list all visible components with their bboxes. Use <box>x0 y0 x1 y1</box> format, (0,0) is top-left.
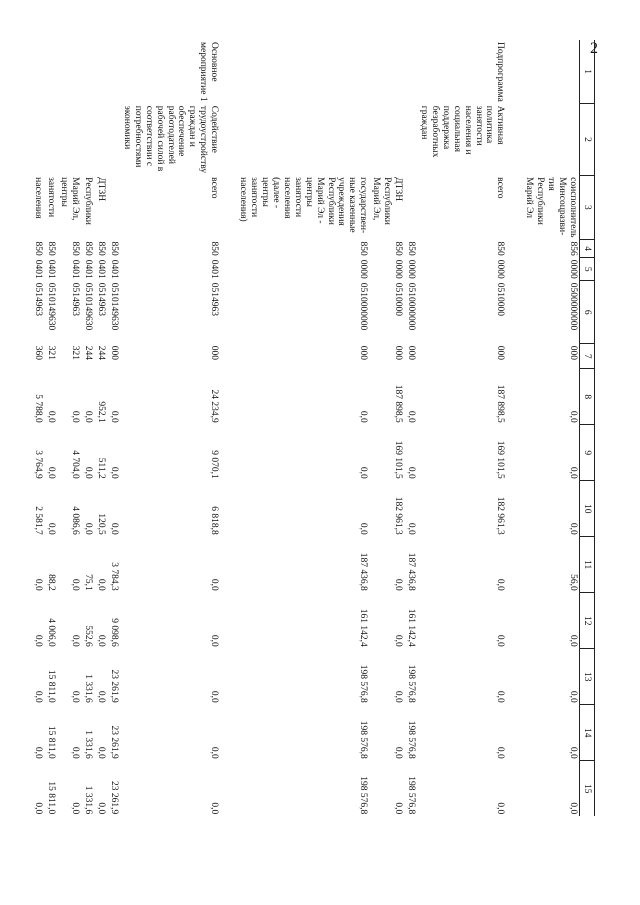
table-cell-1 <box>369 40 404 104</box>
table-cell-3: всего <box>209 177 220 199</box>
table-cell-13: 0,0 <box>393 690 404 703</box>
table-cell-12: 552,6 <box>83 625 94 647</box>
table-cell-2 <box>57 104 81 175</box>
table-cell-3: ДТЗН <box>96 177 107 202</box>
table-cell-15: 0,0 <box>568 802 578 815</box>
table-cell-12: 0,0 <box>393 634 404 647</box>
table-cell-11: 3 784,3 <box>108 562 119 591</box>
row-spacer <box>506 40 522 816</box>
table-cell-6: 0510000000 <box>406 282 417 331</box>
table-cell-3: Марий Эл, центры <box>59 177 81 221</box>
table-row <box>57 40 81 816</box>
table-cell-7: 244 <box>83 345 94 360</box>
table-cell-2 <box>81 104 94 175</box>
table-cell-14: 0,0 <box>70 746 81 759</box>
rotated-table-area <box>33 40 595 865</box>
table-cell-8: 0,0 <box>358 410 369 423</box>
table-cell-10: 0,0 <box>108 522 119 535</box>
table-cell-1 <box>57 40 81 104</box>
table-cell-13: 0,0 <box>495 690 506 703</box>
table-cell-7: 000 <box>108 345 119 360</box>
table-cell-3: Республики <box>83 177 94 225</box>
table-cell-13: 0,0 <box>33 690 44 703</box>
table-row <box>522 40 579 816</box>
table-cell-9: 511,2 <box>96 457 107 479</box>
table-cell-15: 0,0 <box>33 802 44 815</box>
table-cell-14: 0,0 <box>33 746 44 759</box>
table-cell-12: 0,0 <box>70 634 81 647</box>
table-cell-11: 0,0 <box>96 578 107 591</box>
table-cell-5: 0000 <box>406 259 417 279</box>
table-cell-13: 198 576,8 <box>358 664 369 703</box>
table-cell-6: 0510149630 <box>83 282 94 331</box>
table-cell-5: 0000 <box>495 259 506 279</box>
table-cell-6: 0514963 <box>209 282 220 316</box>
table-row <box>120 40 220 816</box>
table-cell-5: 0401 <box>46 259 57 279</box>
table-cell-8: 0,0 <box>406 410 417 423</box>
table-cell-10: 182 961,3 <box>393 496 404 535</box>
table-cell-8: 952,1 <box>96 401 107 423</box>
col-header-2: 2 <box>580 104 595 175</box>
table-cell-14: 1 331,6 <box>83 730 94 759</box>
table-row <box>369 40 404 816</box>
col-header-9: 9 <box>580 425 595 481</box>
table-cell-11: 75,1 <box>83 574 94 591</box>
table-cell-15: 0,0 <box>96 802 107 815</box>
col-header-8: 8 <box>580 369 595 425</box>
budget-table <box>32 40 595 816</box>
table-cell-1 <box>94 40 107 104</box>
table-cell-3: ДТЗН Республики Марий Эл, <box>371 177 404 225</box>
table-cell-12: 161 142,4 <box>406 608 417 647</box>
table-cell-8: 0,0 <box>46 410 57 423</box>
table-cell-11: 0,0 <box>70 578 81 591</box>
table-cell-4: 850 <box>209 241 220 256</box>
table-cell-11: 0,0 <box>393 578 404 591</box>
table-cell-10: 120,5 <box>96 513 107 535</box>
table-cell-8: 5 788,0 <box>33 394 44 423</box>
table-cell-1 <box>44 40 57 104</box>
table-cell-5: 0401 <box>33 259 44 279</box>
table-cell-4: 850 <box>108 241 119 256</box>
table-cell-2 <box>107 104 120 175</box>
table-cell-7: 000 <box>406 345 417 360</box>
table-cell-2 <box>32 104 45 175</box>
table-cell-9: 0,0 <box>358 466 369 479</box>
table-cell-13: 198 576,8 <box>406 664 417 703</box>
table-cell-6: 0510000 <box>393 282 404 316</box>
table-cell-13: 0,0 <box>70 690 81 703</box>
table-cell-12: 0,0 <box>495 634 506 647</box>
table-cell-4: 850 <box>358 241 369 256</box>
table-cell-6: 0510149630 <box>46 282 57 331</box>
table-row <box>107 40 120 816</box>
table-cell-7: 000 <box>568 345 578 360</box>
table-cell-3: государствен-ные казенные учреждения Республики Марий Эл - центры занятости населения (далее - центры занятости населения) <box>238 177 369 234</box>
table-cell-11: 0,0 <box>495 578 506 591</box>
table-cell-2 <box>94 104 107 175</box>
table-cell-5: 0401 <box>96 259 107 279</box>
table-cell-12: 0,0 <box>209 634 220 647</box>
table-cell-6: 0500000000 <box>568 282 578 331</box>
table-cell-1 <box>236 40 369 104</box>
table-cell-3 <box>404 175 417 239</box>
table-cell-8: 24 234,9 <box>209 389 220 423</box>
table-cell-14: 0,0 <box>96 746 107 759</box>
table-cell-9: 0,0 <box>568 466 578 479</box>
table-cell-6: 0514963 <box>96 282 107 316</box>
col-header-4: 4 <box>580 239 595 257</box>
table-cell-15: 0,0 <box>70 802 81 815</box>
table-cell-1 <box>32 40 45 104</box>
table-cell-10: 6 818,8 <box>209 506 220 535</box>
table-cell-1 <box>81 40 94 104</box>
col-header-14: 14 <box>580 705 595 761</box>
table-cell-1: Основное мероприятие 1 <box>198 42 220 102</box>
table-cell-12: 4 006,0 <box>46 618 57 647</box>
table-cell-4: 850 <box>46 241 57 256</box>
table-cell-10: 0,0 <box>46 522 57 535</box>
table-cell-13: 1 331,6 <box>83 674 94 703</box>
table-cell-4: 850 <box>406 241 417 256</box>
table-cell-10: 182 961,3 <box>495 496 506 535</box>
table-cell-3: всего <box>495 177 506 199</box>
table-cell-3: соисполнитель Минсоцразви-тия Республики Марий Эл <box>524 177 578 238</box>
table-cell-2 <box>44 104 57 175</box>
table-cell-15: 1 331,6 <box>83 785 94 815</box>
table-cell-14: 15 811,0 <box>46 725 57 759</box>
table-cell-4: 850 <box>96 241 107 256</box>
table-cell-1 <box>522 40 579 104</box>
table-cell-15: 0,0 <box>495 802 506 815</box>
table-cell-12: 9 098,6 <box>108 618 119 647</box>
table-row <box>44 40 57 816</box>
table-cell-7: 000 <box>209 345 220 360</box>
table-cell-4: 850 <box>83 241 94 256</box>
spacer-cell <box>220 40 236 816</box>
table-cell-10: 0,0 <box>358 522 369 535</box>
table-cell-10: 0,0 <box>406 522 417 535</box>
table-cell-14: 0,0 <box>209 746 220 759</box>
table-cell-1 <box>107 40 120 104</box>
table-cell-7: 000 <box>358 345 369 360</box>
table-cell-11: 187 436,8 <box>406 552 417 591</box>
col-header-12: 12 <box>580 593 595 649</box>
table-cell-11: 187 436,8 <box>358 552 369 591</box>
table-cell-6: 0510149630 <box>108 282 119 331</box>
table-cell-9: 0,0 <box>406 466 417 479</box>
table-row <box>81 40 94 816</box>
table-cell-5: 0000 <box>393 259 404 279</box>
table-cell-11: 88,2 <box>46 574 57 591</box>
table-cell-12: 0,0 <box>96 634 107 647</box>
table-cell-3: занятости <box>46 177 57 218</box>
table-cell-4: 850 <box>495 241 506 256</box>
table-cell-12: 0,0 <box>568 634 578 647</box>
table-cell-14: 198 576,8 <box>358 720 369 759</box>
col-header-5: 5 <box>580 258 595 281</box>
table-cell-5: 0000 <box>358 259 369 279</box>
table-cell-6: 0510000000 <box>358 282 369 331</box>
table-cell-10: 0,0 <box>568 522 578 535</box>
table-cell-6: 0510000 <box>495 282 506 316</box>
table-cell-11: 0,0 <box>209 578 220 591</box>
col-header-10: 10 <box>580 481 595 537</box>
table-cell-9: 0,0 <box>46 466 57 479</box>
table-cell-13: 15 811,0 <box>46 669 57 703</box>
table-cell-8: 0,0 <box>568 410 578 423</box>
table-cell-8: 0,0 <box>70 410 81 423</box>
col-header-13: 13 <box>580 649 595 705</box>
spacer-cell <box>506 40 522 816</box>
table-cell-4: 850 <box>33 241 44 256</box>
col-header-3: 3 <box>580 175 595 239</box>
table-cell-14: 0,0 <box>568 746 578 759</box>
table-cell-5: 0401 <box>108 259 119 279</box>
col-header-7: 7 <box>580 344 595 369</box>
col-header-6: 6 <box>580 281 595 344</box>
table-cell-9: 9 070,1 <box>209 450 220 479</box>
table-cell-10: 2 581,7 <box>33 506 44 535</box>
table-cell-2: Содействие трудоустройству граждан и обеспечение работодателей рабочей силой в соответствии с потребностями экономики <box>121 105 220 174</box>
table-cell-12: 0,0 <box>33 634 44 647</box>
table-cell-1: Подпрограмма <box>495 42 506 102</box>
table-row <box>404 40 417 816</box>
table-cell-5: 0000 <box>568 259 578 279</box>
table-row <box>417 40 506 816</box>
table-cell-15: 0,0 <box>393 802 404 815</box>
table-cell-14: 23 261,9 <box>108 725 119 759</box>
table-cell-13: 23 261,9 <box>108 669 119 703</box>
page-number: 2 <box>590 40 598 57</box>
table-cell-15: 198 576,8 <box>358 776 369 815</box>
table-cell-10: 4 086,6 <box>70 506 81 535</box>
table-row <box>32 40 45 816</box>
table-cell-12: 161 142,4 <box>358 608 369 647</box>
table-cell-5: 0401 <box>209 259 220 279</box>
table-cell-10: 0,0 <box>83 522 94 535</box>
table-cell-2 <box>522 104 579 175</box>
col-header-1: 1 <box>580 40 595 104</box>
table-cell-7: 321 <box>70 345 81 360</box>
table-cell-7: 321 <box>46 345 57 360</box>
table-cell-9: 3 764,9 <box>33 450 44 479</box>
table-row <box>94 40 107 816</box>
table-cell-7: 244 <box>96 345 107 360</box>
table-cell-13: 0,0 <box>209 690 220 703</box>
table-cell-15: 198 576,8 <box>406 776 417 815</box>
table-cell-8: 187 898,5 <box>495 384 506 423</box>
table-cell-11: 56,0 <box>568 574 578 591</box>
table-cell-11: 0,0 <box>33 578 44 591</box>
table-cell-5: 0401 <box>70 259 81 279</box>
table-cell-15: 23 261,9 <box>108 780 119 815</box>
table-cell-13: 0,0 <box>568 690 578 703</box>
col-header-11: 11 <box>580 537 595 593</box>
header-row <box>580 40 595 816</box>
table-cell-2 <box>369 104 404 175</box>
row-spacer <box>220 40 236 816</box>
table-cell-4: 850 <box>393 241 404 256</box>
table-body <box>32 40 580 816</box>
col-header-15: 15 <box>580 761 595 817</box>
table-cell-2: Активная политика занятости населения и социальная поддержка безработных граждан <box>418 105 506 158</box>
table-cell-9: 169 101,5 <box>393 440 404 479</box>
table-cell-1 <box>404 40 417 104</box>
table-cell-9: 0,0 <box>108 466 119 479</box>
table-cell-7: 000 <box>393 345 404 360</box>
table-cell-5: 0401 <box>83 259 94 279</box>
table-cell-13: 0,0 <box>96 690 107 703</box>
table-cell-7: 360 <box>33 345 44 360</box>
table-cell-6: 0514963 <box>33 282 44 316</box>
table-cell-4: 856 <box>568 241 578 256</box>
table-row <box>236 40 369 816</box>
table-cell-3: населения <box>33 177 44 219</box>
table-cell-8: 0,0 <box>108 410 119 423</box>
table-cell-6: 0514963 <box>70 282 81 316</box>
table-cell-9: 0,0 <box>83 466 94 479</box>
table-cell-9: 169 101,5 <box>495 440 506 479</box>
table-cell-14: 0,0 <box>495 746 506 759</box>
table-cell-2 <box>404 104 417 175</box>
table-cell-9: 4 704,0 <box>70 450 81 479</box>
table-cell-4: 850 <box>70 241 81 256</box>
table-cell-14: 0,0 <box>393 746 404 759</box>
table-cell-8: 0,0 <box>83 410 94 423</box>
table-cell-3 <box>107 175 120 239</box>
table-cell-7: 000 <box>495 345 506 360</box>
table-cell-15: 15 811,0 <box>46 781 57 815</box>
table-cell-8: 187 898,5 <box>393 384 404 423</box>
table-cell-14: 198 576,8 <box>406 720 417 759</box>
table-cell-2 <box>236 104 369 175</box>
table-cell-15: 0,0 <box>209 802 220 815</box>
